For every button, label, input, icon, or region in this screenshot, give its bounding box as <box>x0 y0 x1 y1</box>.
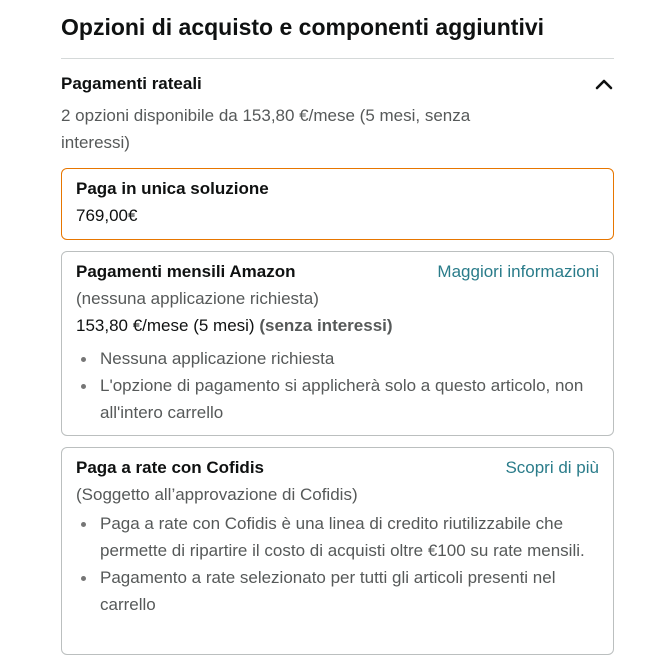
page-title: Opzioni di acquisto e componenti aggiuntivi <box>61 14 545 40</box>
option-pay-in-full[interactable] <box>61 168 614 240</box>
option-price: 153,80 €/mese (5 mesi) <box>76 316 255 335</box>
option-subtitle: (Soggetto all’approvazione di Cofidis) <box>76 485 358 504</box>
option-bullets <box>76 345 596 426</box>
option-price-note: (senza interessi) <box>259 316 393 335</box>
list-item: L'opzione di pagamento si applicherà solo a questo articolo, non all'intero carrello <box>76 372 596 426</box>
option-price-line <box>76 314 393 338</box>
option-price: 769,00€ <box>76 206 138 225</box>
list-item: Paga a rate con Cofidis è una linea di credito riutilizzabile che permette di ripartire il costo di acquisti oltre €100 su rate mensili. <box>76 510 596 564</box>
learn-more-link[interactable]: Scopri di più <box>505 458 599 477</box>
option-cofidis[interactable] <box>61 447 614 655</box>
option-bullets <box>76 510 596 618</box>
chevron-up-icon[interactable] <box>594 74 614 94</box>
section-divider <box>61 58 614 59</box>
list-item: Nessuna applicazione richiesta <box>76 345 596 372</box>
installments-section-header[interactable] <box>61 72 614 98</box>
option-subtitle: (nessuna applicazione richiesta) <box>76 289 319 308</box>
list-item: Pagamento a rate selezionato per tutti gli articoli presenti nel carrello <box>76 564 596 618</box>
more-info-link[interactable]: Maggiori informazioni <box>437 262 599 281</box>
section-title: Pagamenti rateali <box>61 74 202 93</box>
option-title: Paga in unica soluzione <box>76 179 269 198</box>
option-title: Pagamenti mensili Amazon <box>76 262 296 281</box>
section-summary: 2 opzioni disponibile da 153,80 €/mese (5 mesi, senza interessi) <box>61 106 471 152</box>
option-title: Paga a rate con Cofidis <box>76 458 264 477</box>
option-amazon-monthly[interactable] <box>61 251 614 436</box>
